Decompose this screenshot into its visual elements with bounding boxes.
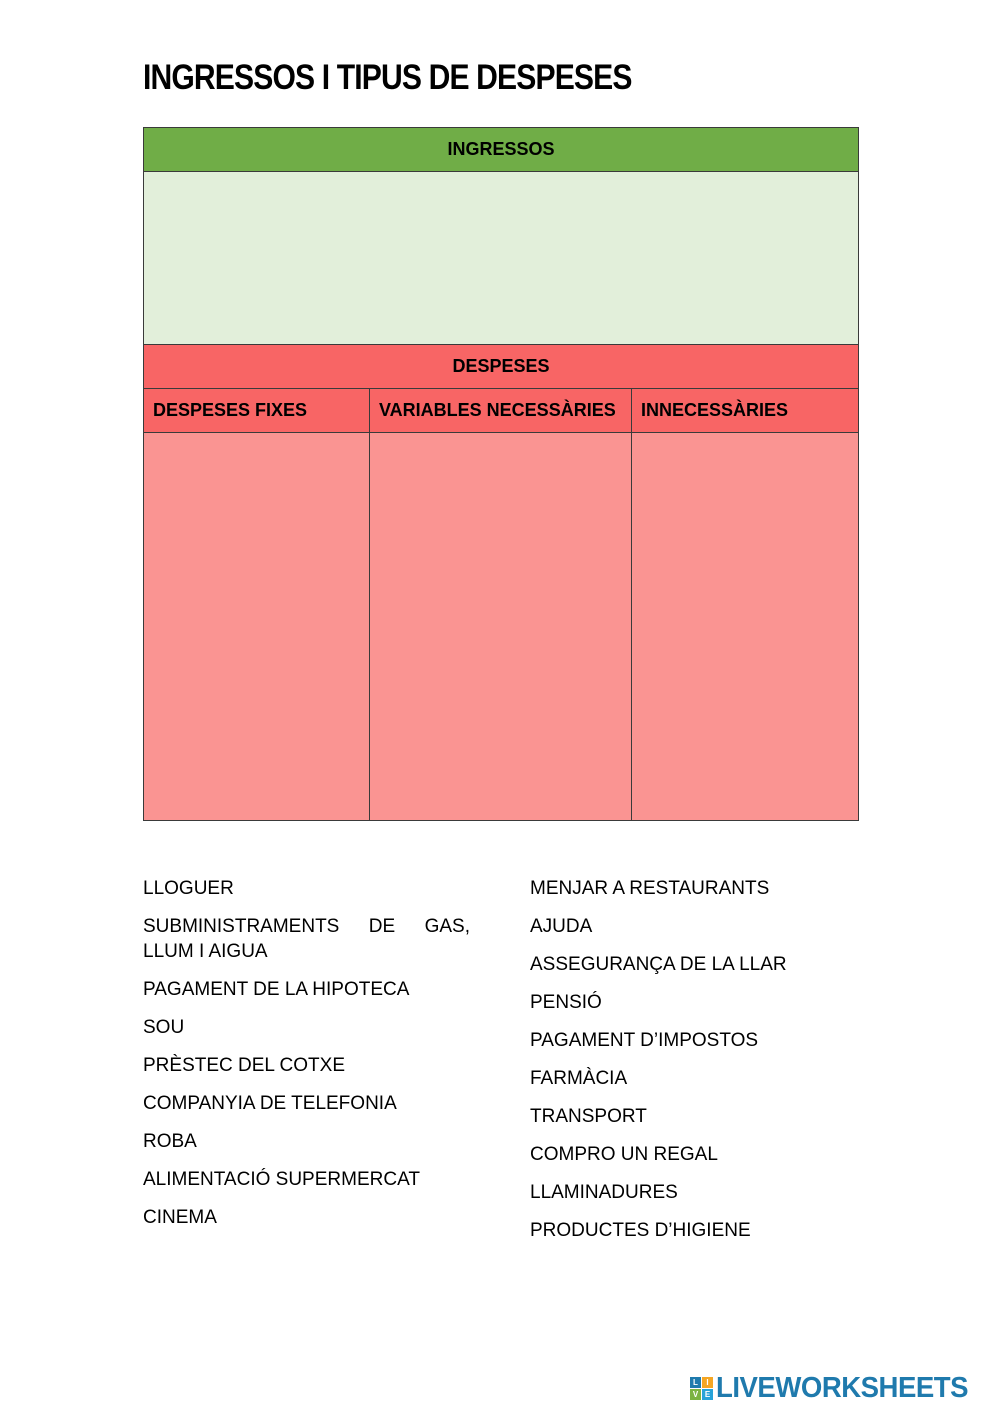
list-item-hipoteca[interactable]: PAGAMENT DE LA HIPOTECA: [143, 979, 410, 1000]
items-list-right: [530, 876, 860, 1256]
unnecessary-drop-area[interactable]: [632, 433, 859, 821]
items-list-left: [143, 876, 470, 1243]
logo-letter-l: L: [690, 1377, 701, 1388]
list-item-llaminadures[interactable]: LLAMINADURES: [530, 1182, 678, 1203]
liveworksheets-logo-icon: [690, 1377, 713, 1400]
list-item-asseguranca[interactable]: ASSEGURANÇA DE LA LLAR: [530, 954, 787, 975]
expenses-header: DESPESES: [144, 345, 859, 389]
list-item-higiene[interactable]: PRODUCTES D’HIGIENE: [530, 1220, 751, 1241]
income-drop-area[interactable]: [144, 172, 859, 345]
list-item-roba[interactable]: ROBA: [143, 1131, 197, 1152]
variable-necessary-drop-area[interactable]: [370, 433, 632, 821]
list-item-alimentacio[interactable]: ALIMENTACIÓ SUPERMERCAT: [143, 1169, 420, 1190]
variable-necessary-header: VARIABLES NECESSÀRIES: [370, 389, 632, 433]
list-item-impostos[interactable]: PAGAMENT D’IMPOSTOS: [530, 1030, 759, 1051]
list-item-pensio[interactable]: PENSIÓ: [530, 992, 602, 1013]
list-item-regal[interactable]: COMPRO UN REGAL: [530, 1144, 718, 1165]
list-item-telefonia[interactable]: COMPANYIA DE TELEFONIA: [143, 1093, 397, 1114]
list-item-ajuda[interactable]: AJUDA: [530, 916, 593, 937]
logo-letter-e: E: [702, 1389, 713, 1400]
unnecessary-header: INNECESSÀRIES: [632, 389, 859, 433]
list-item-subministraments[interactable]: SUBMINISTRAMENTS DE GAS, LLUM I AIGUA: [143, 916, 470, 962]
brand-name: LIVEWORKSHEETS: [716, 1372, 969, 1404]
fixed-expenses-header: DESPESES FIXES: [144, 389, 370, 433]
list-item-cinema[interactable]: CINEMA: [143, 1207, 217, 1228]
logo-letter-v: V: [690, 1389, 701, 1400]
fixed-expenses-drop-area[interactable]: [144, 433, 370, 821]
logo-letter-i: I: [702, 1377, 713, 1388]
income-expenses-table: [143, 127, 859, 821]
list-item-prestec-cotxe[interactable]: PRÈSTEC DEL COTXE: [143, 1055, 346, 1076]
list-item-sou[interactable]: SOU: [143, 1017, 185, 1038]
list-item-lloguer[interactable]: LLOGUER: [143, 878, 234, 899]
list-item-farmacia[interactable]: FARMÀCIA: [530, 1068, 628, 1089]
income-header: INGRESSOS: [144, 128, 859, 172]
list-item-restaurants[interactable]: MENJAR A RESTAURANTS: [530, 878, 770, 899]
list-item-transport[interactable]: TRANSPORT: [530, 1106, 647, 1127]
liveworksheets-brand: [690, 1372, 981, 1405]
page-title: INGRESSOS I TIPUS DE DESPESES: [143, 58, 632, 97]
